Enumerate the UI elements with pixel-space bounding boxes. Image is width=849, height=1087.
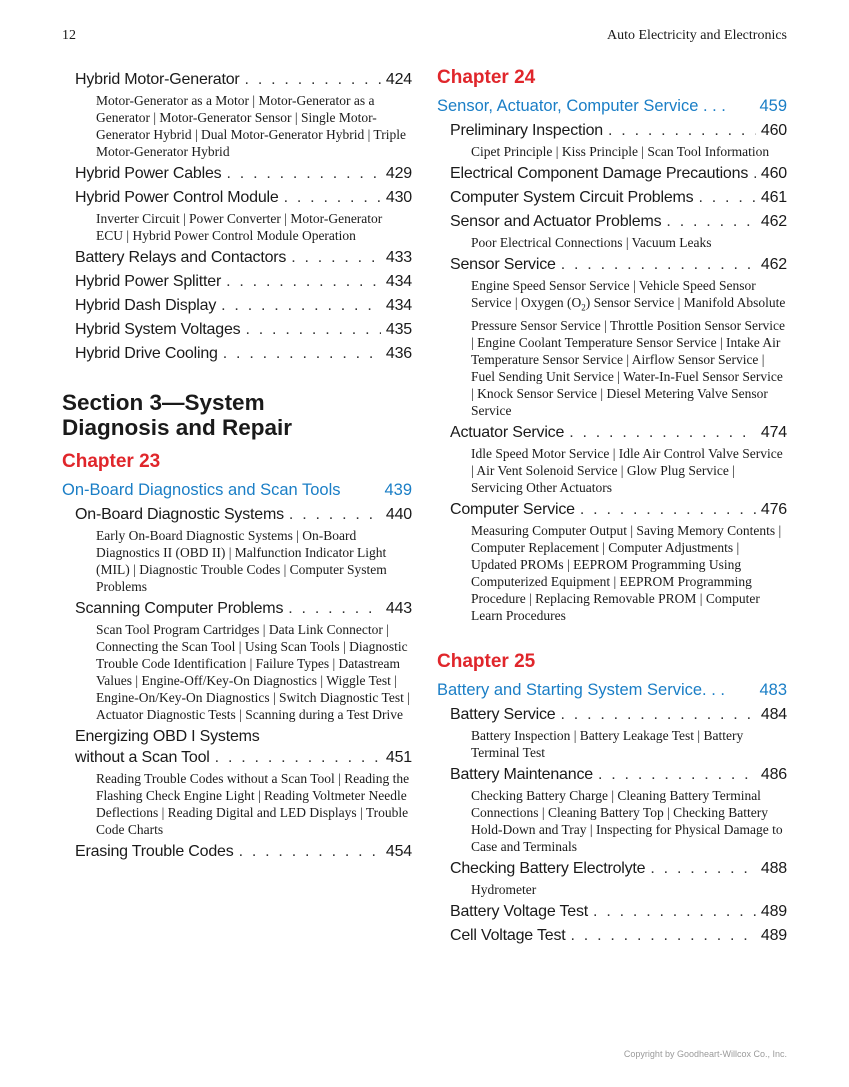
leader-dots [561,704,756,725]
entry-page: 440 [385,506,412,523]
entry-title: Hybrid Drive Cooling [75,345,218,362]
subscript-2: 2 [581,302,586,313]
chapter-page: 439 [384,481,412,499]
leader-dots [569,422,756,443]
toc-entry[interactable] [437,254,787,419]
section-title [62,390,412,440]
leader-dots [608,120,756,141]
entry-title: Battery Relays and Contactors [75,249,287,266]
toc-entry[interactable] [437,704,787,761]
entry-title: Cell Voltage Test [450,926,566,944]
toc-entry[interactable] [437,187,787,208]
entry-page: 462 [760,256,787,273]
entry-subtopics: Reading Trouble Codes without a Scan Tool | Reading the Flashing Check Engine Light | Reading Voltmeter Needle Deflections | Reading Digital and LED Displays | Trouble Code Charts [96,771,410,837]
entry-page: 474 [760,423,787,441]
toc-entry[interactable] [62,247,412,268]
entry-title-line1: Energizing OBD I Systems [75,728,260,745]
leader-dots [291,247,381,268]
toc-entry[interactable] [437,901,787,922]
entry-title: Battery Voltage Test [450,902,589,920]
entry-title: Battery Maintenance [450,765,593,783]
subtopics-part: ) Sensor Service | Manifold Absolute Pressure Sensor Service | Throttle Position Sensor Service | Engine Coolant Temperature Sensor Service | Intake Air Temperature Sensor Service | Airflow Sensor Service | Fuel Sending Unit Service | Water-In-Fuel Sensor Service | Knock Sensor Service | Diesel Metering Valve Sensor Service [471,295,786,418]
leader-dots [593,901,756,922]
entry-subtopics: Motor-Generator as a Motor | Motor-Generator as a Generator | Motor-Generator Sensor | Single Motor-Generator Hybrid | Dual Motor-Generator Hybrid | Triple Motor-Generator Hybrid [96,93,406,159]
entry-subtopics: Battery Inspection | Battery Leakage Test | Battery Terminal Test [471,727,744,760]
leader-dots [561,254,756,275]
toc-entry[interactable] [62,343,412,364]
leader-dots [226,163,380,184]
leader-dots [245,319,380,340]
chapter-label: Chapter 25 [437,650,536,672]
entry-title: Hybrid Power Control Module [75,189,279,206]
page-header [62,28,787,48]
entry-page: 433 [385,249,412,266]
entry-title: Electrical Component Damage Precautions [450,165,749,182]
chapter-label: Chapter 23 [62,451,161,472]
running-title: Auto Electricity and Electronics [607,28,787,43]
entry-title: Hybrid Dash Display [75,297,217,314]
entry-page: 460 [760,165,787,182]
entry-page: 451 [385,749,412,766]
entry-title: On-Board Diagnostic Systems [75,506,284,523]
toc-right-column [437,66,787,946]
copyright-footer: Copyright by Goodheart-Willcox Co., Inc. [623,1049,787,1059]
leader-dots [571,925,756,946]
toc-entry[interactable] [62,319,412,340]
entry-page: 489 [760,902,787,920]
entry-page: 489 [760,926,787,944]
entry-title: Hybrid Power Cables [75,165,222,182]
toc-entry[interactable] [437,422,787,496]
entry-page: 462 [760,213,787,230]
toc-entry[interactable] [437,120,787,160]
chapter-title-link[interactable] [437,679,787,701]
leader-dots [223,343,381,364]
entry-title: Preliminary Inspection [450,122,603,139]
leader-dots [245,69,381,90]
entry-subtopics: Poor Electrical Connections | Vacuum Leaks [471,235,712,250]
subtopics-part: Engine Speed Sensor Service | Vehicle Speed Sensor Service | Oxygen (O [471,278,756,310]
toc-entry[interactable] [437,858,787,898]
entry-page: 461 [760,189,787,206]
entry-page: 435 [385,321,412,338]
toc-entry[interactable] [437,163,787,184]
entry-title: Computer Service [450,500,575,518]
leader-dots [650,858,756,879]
chapter-page: 483 [759,680,787,699]
leader-dots [666,211,755,232]
entry-title: Sensor Service [450,256,556,273]
entry-title: Computer System Circuit Problems [450,189,694,206]
entry-page: 430 [385,189,412,206]
toc-entry[interactable] [62,504,412,595]
entry-page: 476 [760,500,787,518]
leader-dots [580,499,756,520]
toc-entry[interactable] [437,764,787,855]
toc-entry[interactable] [437,925,787,946]
toc-entry[interactable] [62,598,412,723]
leader-dots [753,163,756,184]
leader-dots [698,187,755,208]
entry-title: Hybrid System Voltages [75,321,241,338]
entry-title: Battery Service [450,705,556,723]
entry-page: 486 [760,765,787,783]
entry-title: Actuator Service [450,423,565,441]
toc-entry[interactable] [62,271,412,292]
entry-subtopics [471,277,787,419]
leader-dots [284,187,381,208]
leader-dots [288,598,381,619]
entry-title: Hybrid Motor-Generator [75,71,240,88]
entry-page: 429 [385,165,412,182]
entry-page: 460 [760,122,787,139]
chapter-title: Battery and Starting System Service. . . [437,680,725,699]
chapter-title: On-Board Diagnostics and Scan Tools [62,481,341,499]
entry-title-line2: without a Scan Tool [75,749,210,766]
entry-subtopics: Hydrometer [471,881,537,897]
entry-page: 434 [385,297,412,314]
leader-dots [289,504,381,525]
chapter-title: Sensor, Actuator, Computer Service . . . [437,97,726,115]
entry-subtopics: Cipet Principle | Kiss Principle | Scan Tool Information [471,144,770,159]
entry-title: Erasing Trouble Codes [75,843,234,860]
entry-title: Checking Battery Electrolyte [450,859,646,877]
leader-dots [598,764,756,785]
toc-entry[interactable] [62,841,412,862]
leader-dots [226,271,381,292]
entry-page: 434 [385,273,412,290]
leader-dots [239,841,381,862]
toc-entry[interactable] [437,499,787,624]
entry-title: Sensor and Actuator Problems [450,213,662,230]
page-number: 12 [62,28,76,43]
entry-page: 484 [760,705,787,723]
toc-entry[interactable] [62,726,412,838]
chapter-title-link[interactable] [437,95,787,117]
leader-dots [215,747,381,768]
toc-entry[interactable] [62,295,412,316]
entry-page: 454 [385,843,412,860]
entry-page: 443 [385,600,412,617]
entry-subtopics: Measuring Computer Output | Saving Memory Contents | Computer Replacement | Computer Adjustments | Updated PROMs | EEPROM Programming Using Computerized Equipment | EEPROM Programming Procedure | Replacing Removable PROM | Computer Learn Procedures [471,522,782,623]
entry-page: 436 [385,345,412,362]
chapter-title-link[interactable] [62,479,412,501]
chapter-label: Chapter 24 [437,67,536,88]
section-title-line: Diagnosis and Repair [62,415,293,440]
toc-entry[interactable] [437,211,787,251]
entry-title: Scanning Computer Problems [75,600,284,617]
entry-subtopics: Checking Battery Charge | Cleaning Battery Terminal Connections | Cleaning Battery Top | Checking Battery Hold-Down and Tray | Inspecting for Physical Damage to Case and Terminals [471,787,783,854]
entry-title: Hybrid Power Splitter [75,273,222,290]
toc-entry[interactable] [62,69,412,160]
toc-left-column [62,66,412,862]
leader-dots [221,295,381,316]
section-title-line: Section 3—System [62,390,265,415]
toc-entry[interactable] [62,163,412,184]
chapter-page: 459 [759,97,787,115]
entry-page: 488 [760,859,787,877]
entry-subtopics: Inverter Circuit | Power Converter | Motor-Generator ECU | Hybrid Power Control Module Operation [96,211,383,243]
toc-entry[interactable] [62,187,412,244]
entry-subtopics: Idle Speed Motor Service | Idle Air Control Valve Service | Air Vent Solenoid Service | Glow Plug Service | Servicing Other Actuators [471,445,783,495]
entry-subtopics: Early On-Board Diagnostic Systems | On-Board Diagnostics II (OBD II) | Malfunction Indicator Light (MIL) | Diagnostic Trouble Codes | Computer System Problems [96,528,387,594]
entry-subtopics: Scan Tool Program Cartridges | Data Link Connector | Connecting the Scan Tool | Using Scan Tools | Diagnostic Trouble Code Identification | Failure Types | Datastream Values | Engine-Off/Key-On Diagnostics | Wiggle Test | Engine-On/Key-On Diagnostics | Switch Diagnostic Test | Actuator Diagnostic Tests | Scanning during a Test Drive [96,622,410,722]
entry-page: 424 [385,71,412,88]
